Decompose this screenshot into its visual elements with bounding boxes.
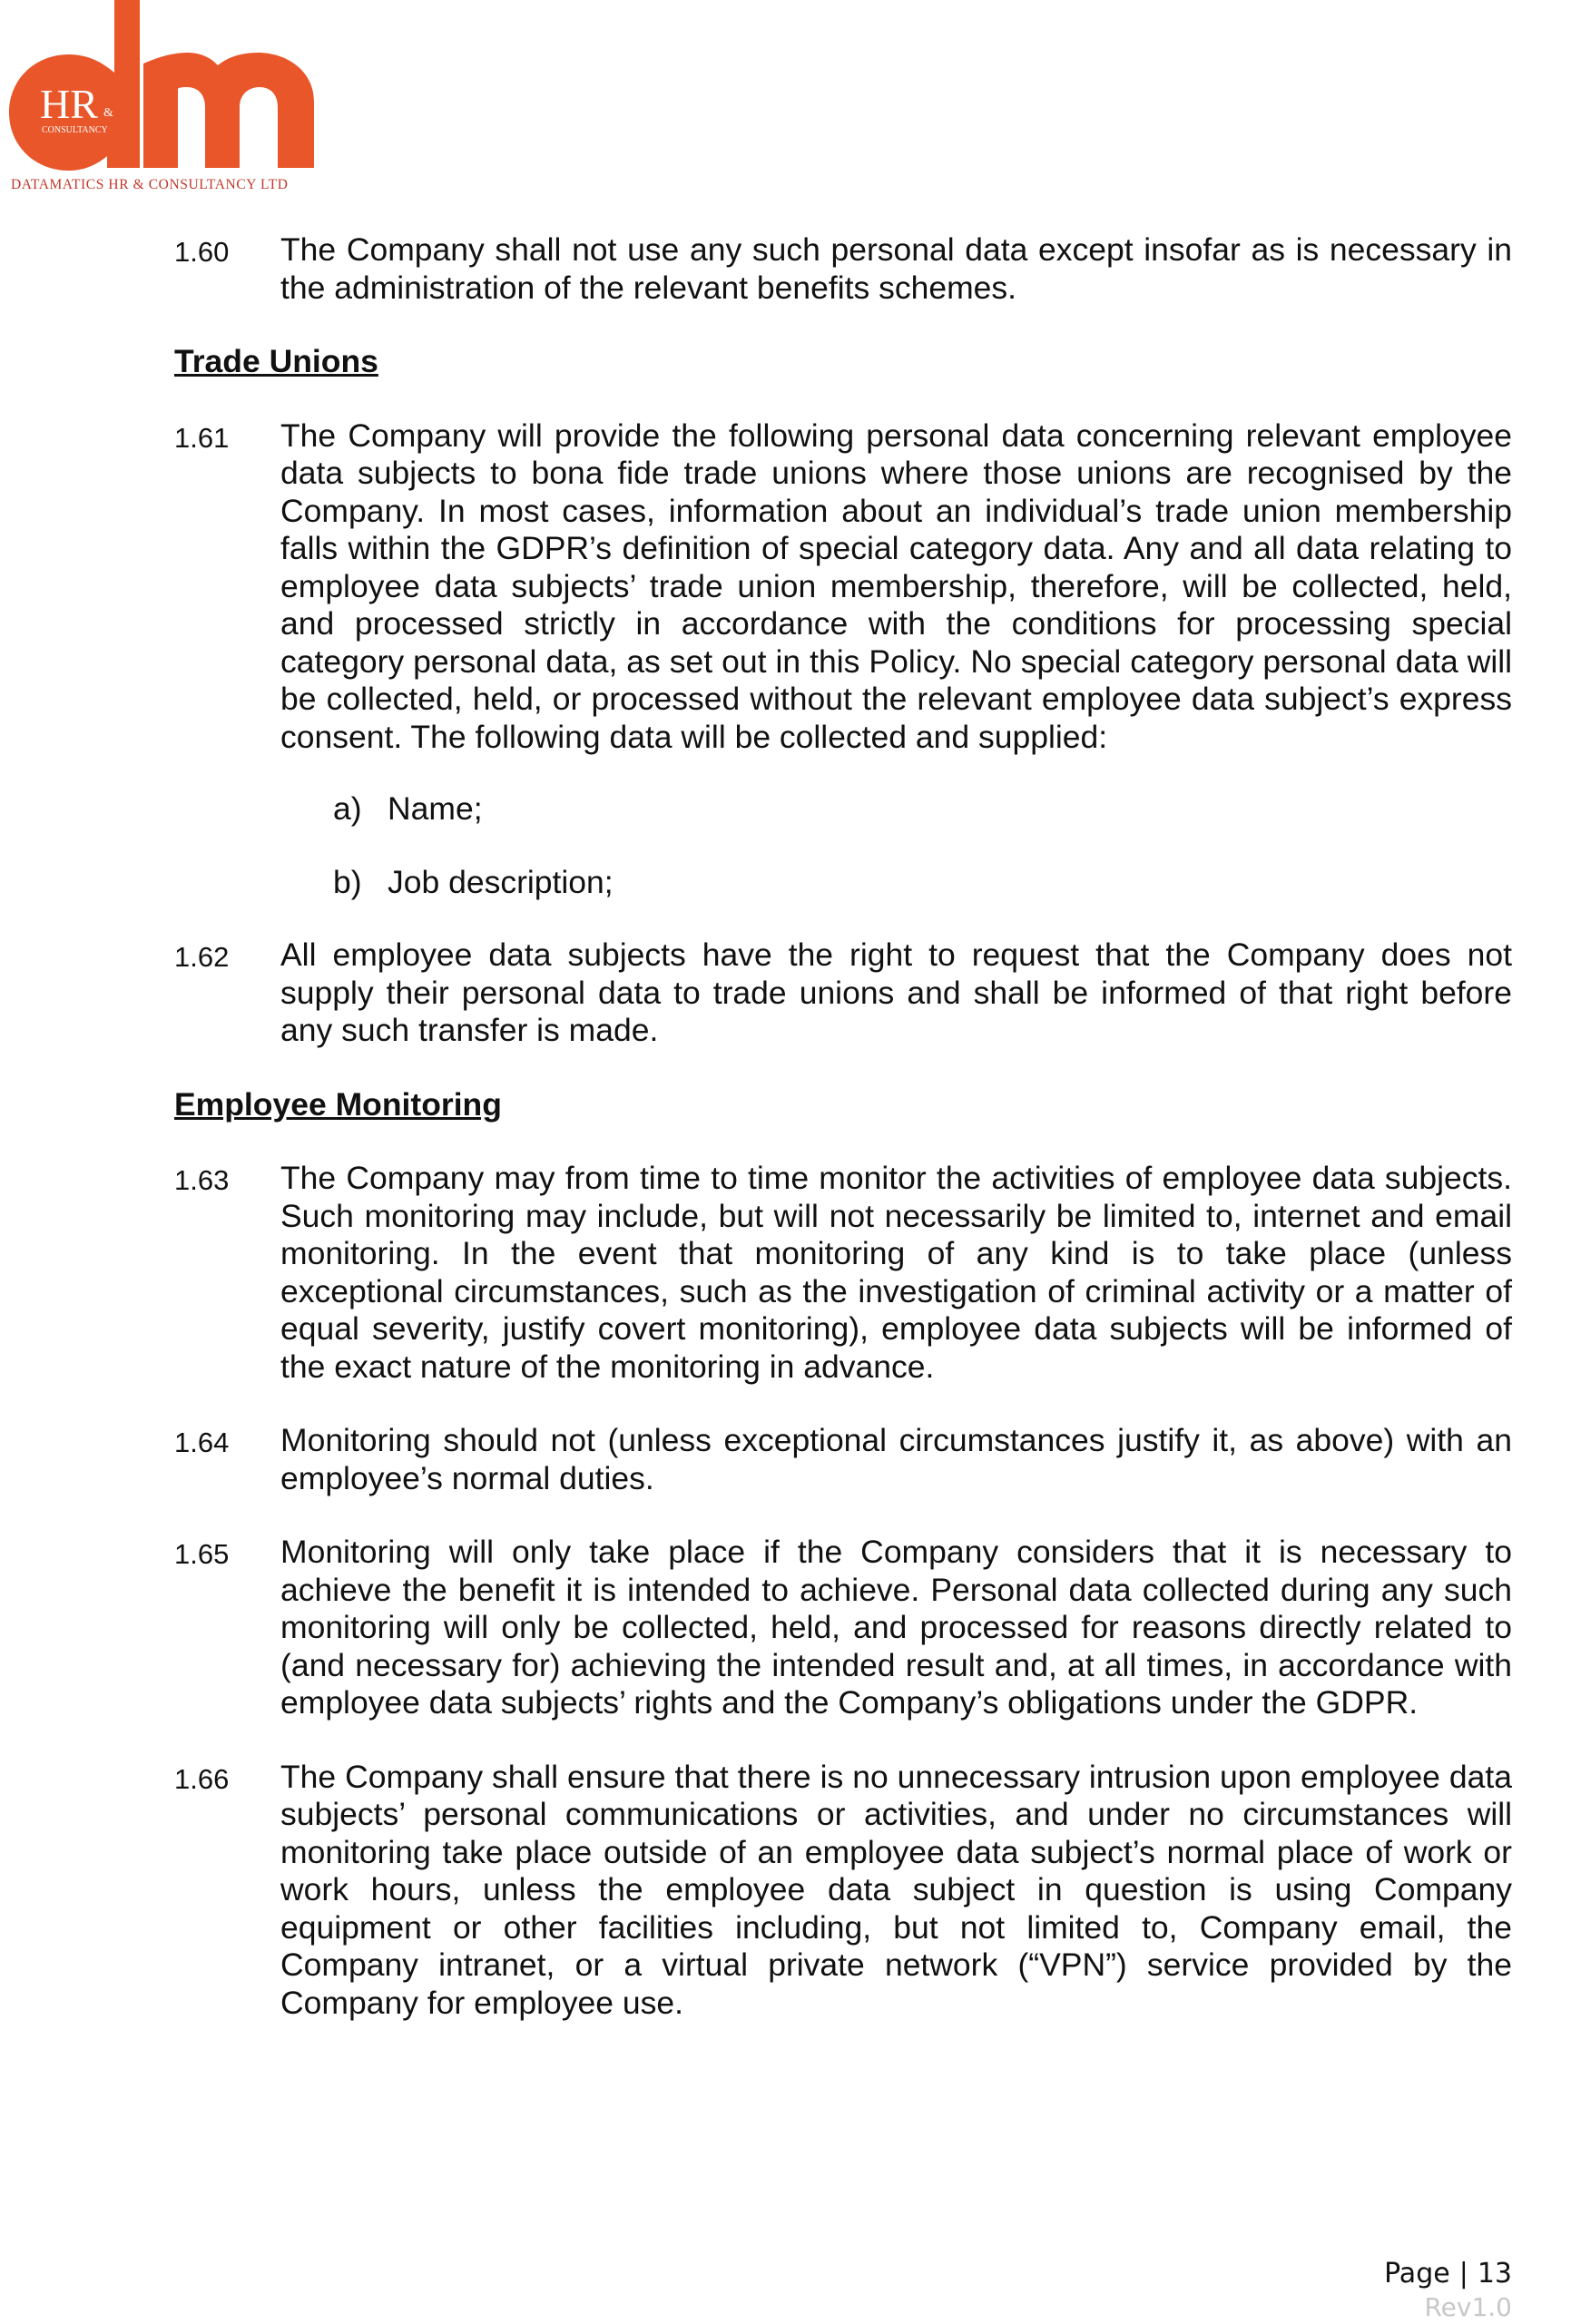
- clause-1-66: [174, 1759, 1512, 2023]
- page-number-value: 13: [1477, 2258, 1512, 2290]
- page-separator: |: [1458, 2258, 1468, 2290]
- revision-label: Rev1.0: [1424, 2292, 1512, 2322]
- clause-text: The Company may from time to time monitor the activities of employee data subjects. Such monitoring may include, but will not necessarily be limited to, internet and email monitoring. In the event that monitoring of any kind is to take place (unless exceptional circumstances, such as the investigation of criminal activity or a matter of equal severity, justify covert monitoring), employee data subjects will be informed of the exact nature of the monitoring in advance.: [280, 1160, 1512, 1385]
- clause-number: 1.61: [174, 421, 230, 454]
- clause-1-61: [174, 417, 1512, 757]
- section-heading-trade-unions: Trade Unions: [174, 343, 378, 379]
- dm-logo-graphic: [5, 0, 323, 195]
- company-logo: [5, 0, 323, 195]
- clause-text: All employee data subjects have the right to request that the Company does not supply their personal data to trade unions and shall be informed of that right before any such transfer is made.: [280, 936, 1512, 1048]
- list-marker: b): [333, 863, 362, 900]
- list-item-text: Name;: [388, 790, 483, 827]
- svg-text:&: &: [103, 106, 113, 120]
- list-marker: a): [333, 790, 362, 827]
- clause-text: The Company shall not use any such personal data except insofar as is necessary in the administration of the relevant benefits schemes.: [280, 231, 1512, 306]
- page-number: [1384, 2257, 1512, 2291]
- clause-1-60: [174, 231, 1512, 307]
- clause-text: Monitoring should not (unless exceptional circumstances justify it, as above) with an employee’s normal duties.: [280, 1422, 1512, 1496]
- list-item: [333, 864, 1512, 902]
- clause-1-62: [174, 936, 1512, 1050]
- clause-text: Monitoring will only take place if the Company considers that it is necessary to achieve the benefit it is intended to achieve. Personal data collected during any such monitoring will only be collected, held, and processed for reasons directly related to (and necessary for) achieving the intended result and, at all times, in accordance with employee data subjects’ rights and the Company’s obligations under the GDPR.: [280, 1534, 1512, 1721]
- page-label: Page: [1384, 2258, 1450, 2290]
- clause-1-64: [174, 1422, 1512, 1497]
- clause-number: 1.60: [174, 236, 230, 268]
- company-name: DATAMATICS HR & CONSULTANCY LTD: [11, 177, 289, 192]
- logo-hr-text: HR: [40, 81, 98, 127]
- page-footer: [1384, 2257, 1512, 2324]
- clause-text: The Company will provide the following personal data concerning relevant employee data subjects to bona fide trade unions where those unions are recognised by the Company. In most cases, information about an individual’s trade union membership falls within the GDPR’s definition of special category data. Any and all data relating to employee data subjects’ trade union membership, therefore, will be collected, held, and processed strictly in accordance with the conditions for processing special category personal data, as set out in this Policy. No special category personal data will be collected, held, or processed without the relevant employee data subject’s express consent. The following data will be collected and supplied:: [280, 417, 1512, 755]
- data-list: [280, 790, 1512, 901]
- logo-subtext: CONSULTANCY: [42, 125, 108, 135]
- document-body: [174, 231, 1512, 2058]
- section-heading-employee-monitoring: Employee Monitoring: [174, 1085, 502, 1123]
- list-item: [333, 790, 1512, 829]
- clause-number: 1.63: [174, 1164, 230, 1196]
- clause-1-63: [174, 1160, 1512, 1386]
- clause-text: The Company shall ensure that there is no unnecessary intrusion upon employee data subjects’ personal communications or activities, and under no circumstances will monitoring take place outside of an employee data subject’s normal place of work or work hours, unless the employee data subject in question is using Company equipment or other facilities including, but not limited to, Company email, the Company intranet, or a virtual private network (“VPN”) service provided by the Company for employee use.: [280, 1758, 1512, 2021]
- list-item-text: Job description;: [388, 863, 614, 900]
- clause-1-65: [174, 1534, 1512, 1722]
- clause-number: 1.64: [174, 1427, 230, 1458]
- clause-number: 1.62: [174, 941, 230, 973]
- clause-number: 1.65: [174, 1538, 230, 1570]
- clause-number: 1.66: [174, 1762, 230, 1795]
